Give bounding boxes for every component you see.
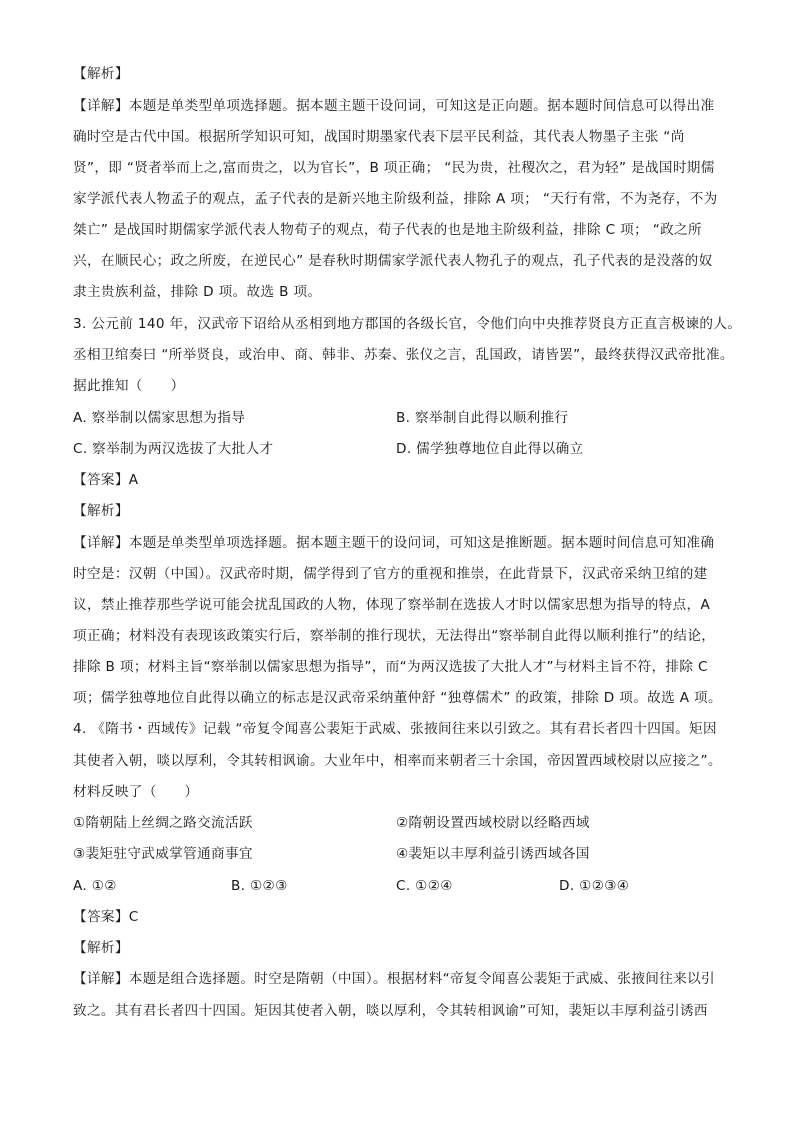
- explanation-line: 排除 B 项；材料主旨“察举制以儒家思想为指导”，而“为两汉选拔了大批人才”与材料主旨不符，排除 C: [73, 659, 708, 675]
- explanation-line: 时空是：汉朝（中国）。汉武帝时期，儒学得到了官方的重视和推崇，在此背景下，汉武帝采纳卫绾的建: [73, 566, 708, 582]
- explanation-line: 家学派代表人物孟子的观点，孟子代表的是新兴地主阶级利益，排除 A 项； “天行有常，不为尧存，不为: [73, 191, 718, 207]
- statement-2: ②隋朝设置西域校尉以经略西域: [396, 815, 590, 831]
- explanation-line: 兴，在顺民心；政之所废，在逆民心” 是春秋时期儒家学派代表人物孔子的观点，孔子代表的是没落的奴: [73, 253, 713, 269]
- question-stem-line: 3. 公元前 140 年，汉武帝下诏给从丞相到地方郡国的各级长官，令他们向中央推荐贤良方正直言极谏的人。: [73, 316, 742, 332]
- option-d: D. 儒学独尊地位自此得以确立: [396, 441, 584, 457]
- explanation-line: 隶主贵族利益，排除 D 项。故选 B 项。: [73, 284, 322, 300]
- question-stem-line: 据此推知（ ）: [73, 378, 185, 394]
- statement-4: ④裴矩以丰厚利益引诱西域各国: [396, 846, 590, 862]
- jiexi-label: 【解析】: [73, 940, 129, 956]
- explanation-line: 桀亡” 是战国时期儒家学派代表人物荀子的观点，荀子代表的也是地主阶级利益，排除 C 项； “政之所: [73, 222, 702, 238]
- option-b: B. ①②③: [231, 878, 288, 894]
- option-a: A. 察举制以儒家思想为指导: [73, 410, 246, 426]
- explanation-line: 【详解】本题是单类型单项选择题。据本题主题干设问词，可知这是正向题。据本题时间信息可以得出准: [73, 98, 715, 114]
- statement-1: ①隋朝陆上丝绸之路交流活跃: [73, 815, 253, 831]
- option-d: D. ①②③④: [559, 878, 630, 894]
- option-b: B. 察举制自此得以顺利推行: [396, 410, 569, 426]
- explanation-line: 项正确；材料没有表现该政策实行后，察举制的推行现状，无法得出“察举制自此得以顺利推行”的结论，: [73, 628, 716, 644]
- jiexi-label: 【解析】: [73, 66, 129, 82]
- explanation-line: 致之。其有君长者四十四国。矩因其使者入朝，啖以厚利，令其转相讽谕”可知，裴矩以丰厚利益引诱西: [73, 1003, 708, 1019]
- question-stem-line: 其使者入朝，啖以厚利，令其转相讽谕。大业年中，相率而来朝者三十余国，帝因置西域校尉以应接之”。: [73, 753, 722, 769]
- explanation-line: 贤”，即 “贤者举而上之,富而贵之，以为官长”，B 项正确； “民为贵，社稷次之，君为轻” 是战国时期儒: [73, 160, 715, 176]
- option-c: C. 察举制为两汉选拔了大批人才: [73, 441, 274, 457]
- explanation-line: 项；儒学独尊地位自此得以确立的标志是汉武帝采纳董仲舒 “独尊儒术” 的政策，排除 D 项。故选 A 项。: [73, 690, 722, 706]
- answer-label: 【答案】A: [73, 472, 139, 488]
- question-stem-line: 丞相卫绾奏曰 “所举贤良，或治申、商、韩非、苏秦、张仪之言，乱国政，请皆罢”，最终获得汉武帝批准。: [73, 347, 734, 363]
- explanation-line: 议，禁止推荐那些学说可能会扰乱国政的人物，体现了察举制在选拔人才时以儒家思想为指导的特点，A: [73, 597, 711, 613]
- explanation-line: 【详解】本题是组合选择题。时空是隋朝（中国）。根据材料“帝复令闻喜公裴矩于武威、张掖间往来以引: [73, 971, 716, 987]
- option-c: C. ①②④: [396, 878, 453, 894]
- statement-3: ③裴矩驻守武威掌管通商事宜: [73, 846, 253, 862]
- question-stem-line: 材料反映了（ ）: [73, 784, 199, 800]
- question-stem-line: 4. 《隋书・西域传》记载 “帝复令闻喜公裴矩于武威、张掖间往来以引致之。其有君长者四十四国。矩因: [73, 721, 717, 737]
- explanation-line: 确时空是古代中国。根据所学知识可知，战国时期墨家代表下层平民利益，其代表人物墨子主张 “尚: [73, 129, 685, 145]
- explanation-line: 【详解】本题是单类型单项选择题。据本题主题干的设问词，可知这是推断题。据本题时间信息可知准确: [73, 535, 715, 551]
- option-a: A. ①②: [73, 878, 117, 894]
- answer-label: 【答案】C: [73, 909, 139, 925]
- jiexi-label: 【解析】: [73, 503, 129, 519]
